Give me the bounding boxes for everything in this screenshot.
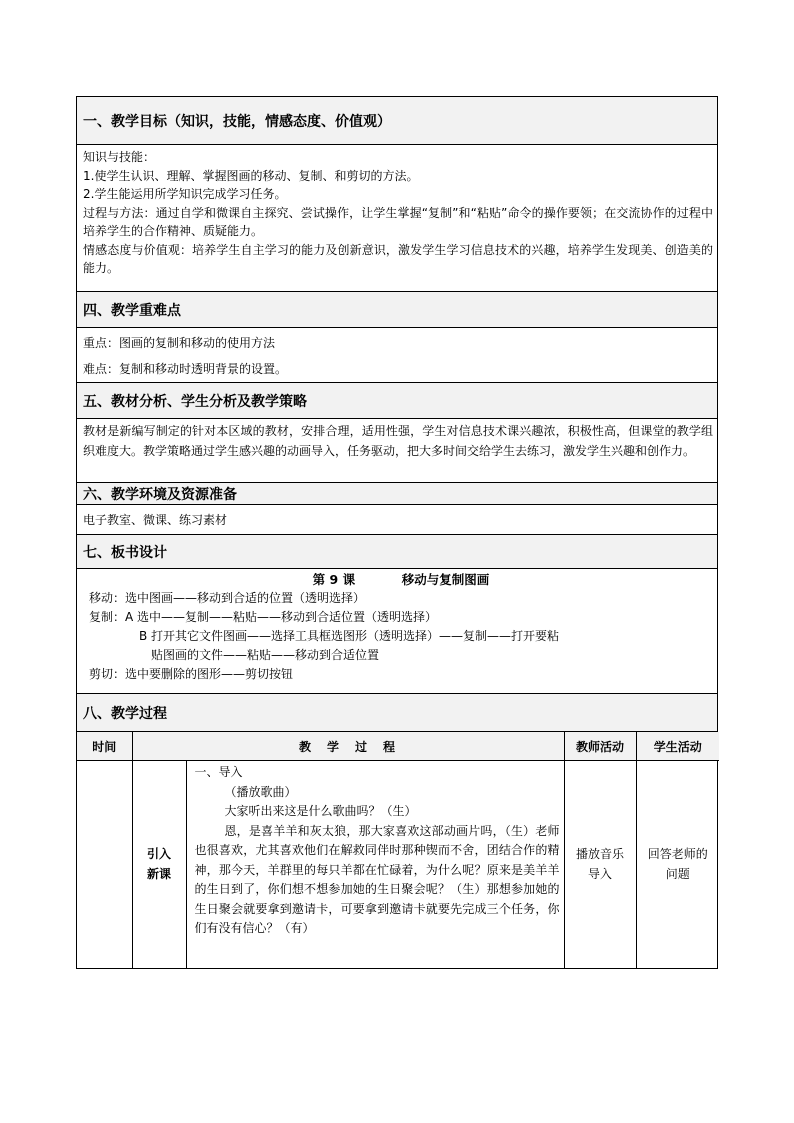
process-line: （播放歌曲） [224, 784, 297, 799]
analysis-body [77, 419, 717, 483]
board-body [77, 569, 717, 694]
difficulty-text: 难点：复制和移动时透明背景的设置。 [83, 362, 288, 376]
board-lesson-title: 移动与复制图画 [401, 572, 490, 587]
process-content-cell [186, 761, 564, 968]
process-table [77, 732, 719, 968]
environment-body [77, 505, 717, 535]
objectives-heading-text: 一、教学目标（知识，技能，情感态度、价值观） [83, 113, 391, 130]
process-table-wrap [77, 732, 717, 968]
process-line: 恩，是喜羊羊和灰太狼，那大家喜欢这部动画片吗，（生）老师也很喜欢，尤其喜欢他们在解救同伴时那种锲而不舍，团结合作的精神，那今天，羊群里的每只羊都在忙碌着，为什么呢？原来是美羊羊的生日到了，你们想不想参加她的生日聚会呢？（生）那想参加她的生日聚会就要拿到邀请卡，可要拿到邀请卡就要先完成三个任务，你们有没有信心？（有） [194, 823, 560, 935]
teacher-activity-cell [564, 761, 636, 968]
process-heading [77, 694, 717, 732]
environment-heading [77, 483, 717, 505]
objectives-line: 1.使学生认识、理解、掌握图画的移动、复制、和剪切的方法。 [83, 168, 419, 183]
board-line: 复制：A 选中——复制——粘贴——移动到合适位置（透明选择） [89, 610, 438, 624]
objectives-line: 情感态度与价值观：培养学生自主学习的能力及创新意识，激发学生学习信息技术的兴趣，培养学生发现美、创造美的能力。 [83, 242, 713, 275]
process-line: 大家听出来这是什么歌曲吗？（生） [224, 804, 417, 818]
board-line: 贴图画的文件——粘贴——移动到合适位置 [151, 648, 380, 662]
col-student: 学生活动 [636, 732, 719, 761]
col-process: 教 学 过 程 [132, 732, 564, 761]
board-heading-text: 七、板书设计 [83, 544, 167, 561]
environment-heading-text: 六、教学环境及资源准备 [83, 486, 237, 503]
analysis-heading [77, 383, 717, 419]
board-line: B 打开其它文件图画——选择工具框选图形（透明选择）——复制——打开要粘 [139, 629, 560, 643]
table-row [77, 761, 719, 968]
process-line: 一、导入 [194, 765, 243, 779]
objectives-line: 过程与方法：通过自学和微课自主探究、尝试操作，让学生掌握“复制”和“粘贴”命令的操作要领；在交流协作的过程中培养学生的合作精神、质疑能力。 [83, 205, 713, 238]
key-points-heading-text: 四、教学重难点 [83, 302, 181, 319]
stage-cell [132, 761, 186, 968]
col-time: 时间 [77, 732, 132, 761]
board-heading [77, 535, 717, 569]
board-lesson-number: 第 9 课 [312, 572, 356, 587]
board-line: 剪切：选中要删除的图形——剪切按钮 [89, 667, 294, 681]
board-title [89, 570, 713, 589]
process-heading-text: 八、教学过程 [83, 705, 167, 722]
board-line: 移动：选中图画——移动到合适的位置（透明选择） [89, 591, 366, 605]
teacher-activity-text: 播放音乐导入 [576, 847, 625, 882]
key-points-heading [77, 292, 717, 328]
col-teacher: 教师活动 [564, 732, 636, 761]
analysis-text: 教材是新编写制定的针对本区域的教材，安排合理，适用性强，学生对信息技术课兴趣浓，积极性高，但课堂的教学组织难度大。教学策略通过学生感兴趣的动画导入，任务驱动，把大多时间交给学生去练习，激发学生兴趣和创作力。 [83, 424, 713, 458]
stage-label: 引入新课 [146, 847, 171, 882]
lesson-plan-document [76, 96, 718, 969]
time-cell [77, 761, 132, 968]
objectives-line: 2.学生能运用所学知识完成学习任务。 [83, 187, 287, 201]
key-points-body [77, 328, 717, 383]
objectives-body [77, 145, 717, 292]
student-activity-text: 回答老师的问题 [647, 847, 708, 882]
objectives-line: 知识与技能： [83, 150, 156, 164]
process-table-header [77, 732, 719, 761]
student-activity-cell [636, 761, 719, 968]
analysis-heading-text: 五、教材分析、学生分析及教学策略 [83, 393, 307, 410]
objectives-heading [77, 97, 717, 145]
environment-text: 电子教室、微课、练习素材 [83, 513, 228, 527]
focus-text: 重点：图画的复制和移动的使用方法 [83, 336, 276, 350]
